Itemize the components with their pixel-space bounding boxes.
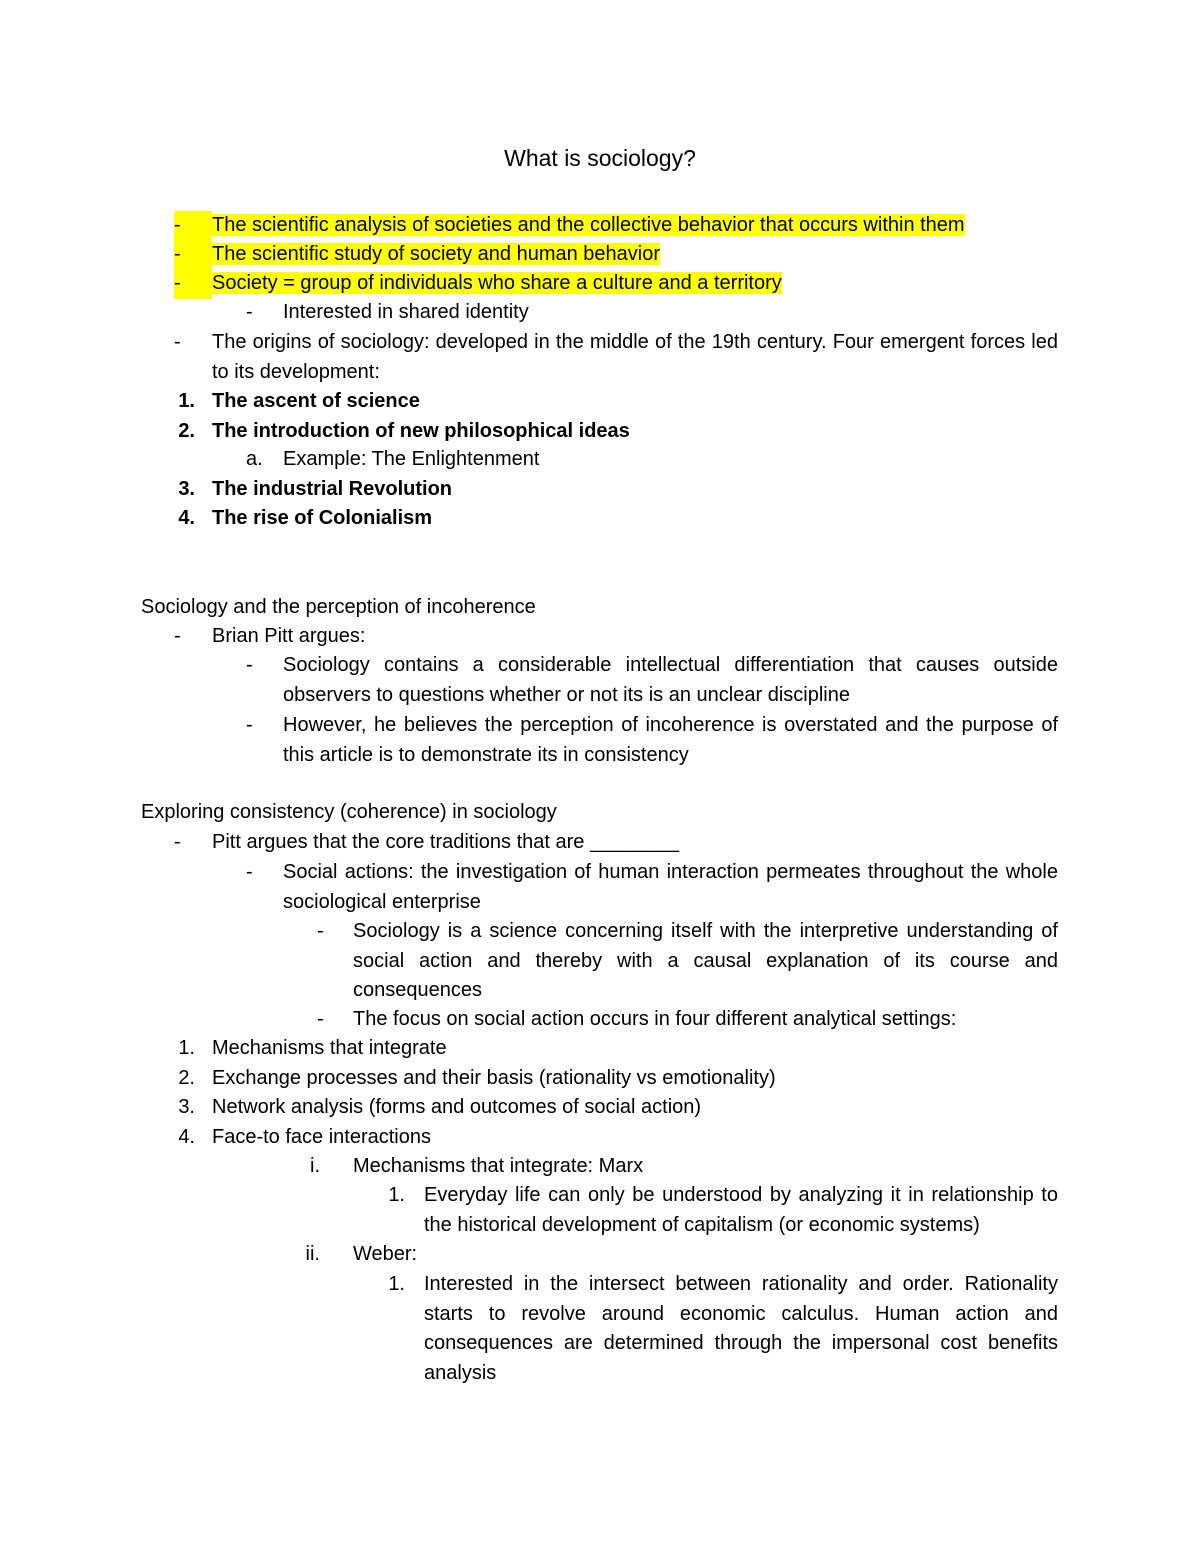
bullet-dash: -: [317, 920, 324, 942]
bullet-dash: -: [246, 654, 253, 676]
bullet-dash: -: [174, 211, 212, 241]
roman-numeral: i.: [310, 1155, 320, 1177]
list-number: 3.: [178, 1096, 195, 1118]
highlighted-text: The scientific analysis of societies and the collective behavior that occurs within them: [212, 214, 965, 236]
origins-paragraph: The origins of sociology: developed in the middle of the 19th century. Four emergent forces led to its development:: [212, 331, 1058, 383]
list-number: 1.: [388, 1184, 405, 1206]
social-actions-point: Social actions: the investigation of human interaction permeates throughout the whole sociological enterprise: [283, 861, 1058, 913]
bullet-dash: -: [174, 240, 212, 270]
argument-point: Sociology contains a considerable intellectual differentiation that causes outside observers to questions whether or not its is an unclear discipline: [283, 654, 1058, 706]
weber-point: Interested in the intersect between rationality and order. Rationality starts to revolve around economic calculus. Human action and consequences are determined through the impersonal cost benefits analysis: [424, 1273, 1058, 1384]
list-number: 1.: [178, 390, 195, 412]
list-number: 2.: [178, 420, 195, 442]
bullet-dash: -: [174, 269, 212, 299]
list-number: 3.: [178, 478, 195, 500]
setting-item: Network analysis (forms and outcomes of social action): [212, 1096, 702, 1118]
section-heading: Exploring consistency (coherence) in sociology: [141, 801, 557, 823]
force-item: The rise of Colonialism: [212, 507, 433, 529]
setting-item: Face-to face interactions: [212, 1126, 431, 1148]
definition-bullet: [212, 211, 965, 241]
highlighted-text: Society = group of individuals who share a culture and a territory: [212, 272, 782, 294]
force-item: The introduction of new philosophical ideas: [212, 420, 630, 442]
bullet-dash: -: [246, 301, 253, 323]
definition-bullet: [212, 240, 660, 270]
bullet-dash: -: [317, 1008, 324, 1030]
marx-point: Everyday life can only be understood by analyzing it in relationship to the historical development of capitalism (or economic systems): [424, 1184, 1058, 1236]
list-number: 4.: [178, 1126, 195, 1148]
highlighted-text: The scientific study of society and human behavior: [212, 243, 661, 265]
definition-bullet: [212, 269, 782, 299]
roman-item: Weber:: [353, 1243, 418, 1265]
bullet-text: Brian Pitt argues:: [212, 625, 366, 647]
setting-item: Mechanisms that integrate: [212, 1037, 447, 1059]
sub-point: The focus on social action occurs in four different analytical settings:: [353, 1008, 957, 1030]
force-item: The industrial Revolution: [212, 478, 453, 500]
bullet-dash: -: [174, 331, 181, 353]
roman-numeral: ii.: [305, 1243, 320, 1265]
bullet-dash: -: [174, 625, 181, 647]
argument-point: However, he believes the perception of incoherence is overstated and the purpose of this article is to demonstrate its in consistency: [283, 714, 1058, 766]
section-heading: Sociology and the perception of incoherence: [141, 596, 536, 618]
force-example: Example: The Enlightenment: [283, 448, 540, 470]
list-letter: a.: [246, 448, 263, 470]
force-item: The ascent of science: [212, 390, 420, 412]
sub-point: Sociology is a science concerning itself with the interpretive understanding of social action and thereby with a causal explanation of its course and consequences: [353, 920, 1058, 1002]
list-number: 1.: [388, 1273, 405, 1295]
document-title: What is sociology?: [504, 145, 696, 171]
roman-item: Mechanisms that integrate: Marx: [353, 1155, 644, 1177]
bullet-dash: -: [246, 714, 253, 736]
sub-bullet: Interested in shared identity: [283, 301, 529, 323]
bullet-dash: -: [246, 861, 253, 883]
list-number: 4.: [178, 507, 195, 529]
setting-item: Exchange processes and their basis (rationality vs emotionality): [212, 1067, 776, 1089]
bullet-text: Pitt argues that the core traditions that are ________: [212, 831, 679, 853]
list-number: 1.: [178, 1037, 195, 1059]
bullet-dash: -: [174, 831, 181, 853]
list-number: 2.: [178, 1067, 195, 1089]
